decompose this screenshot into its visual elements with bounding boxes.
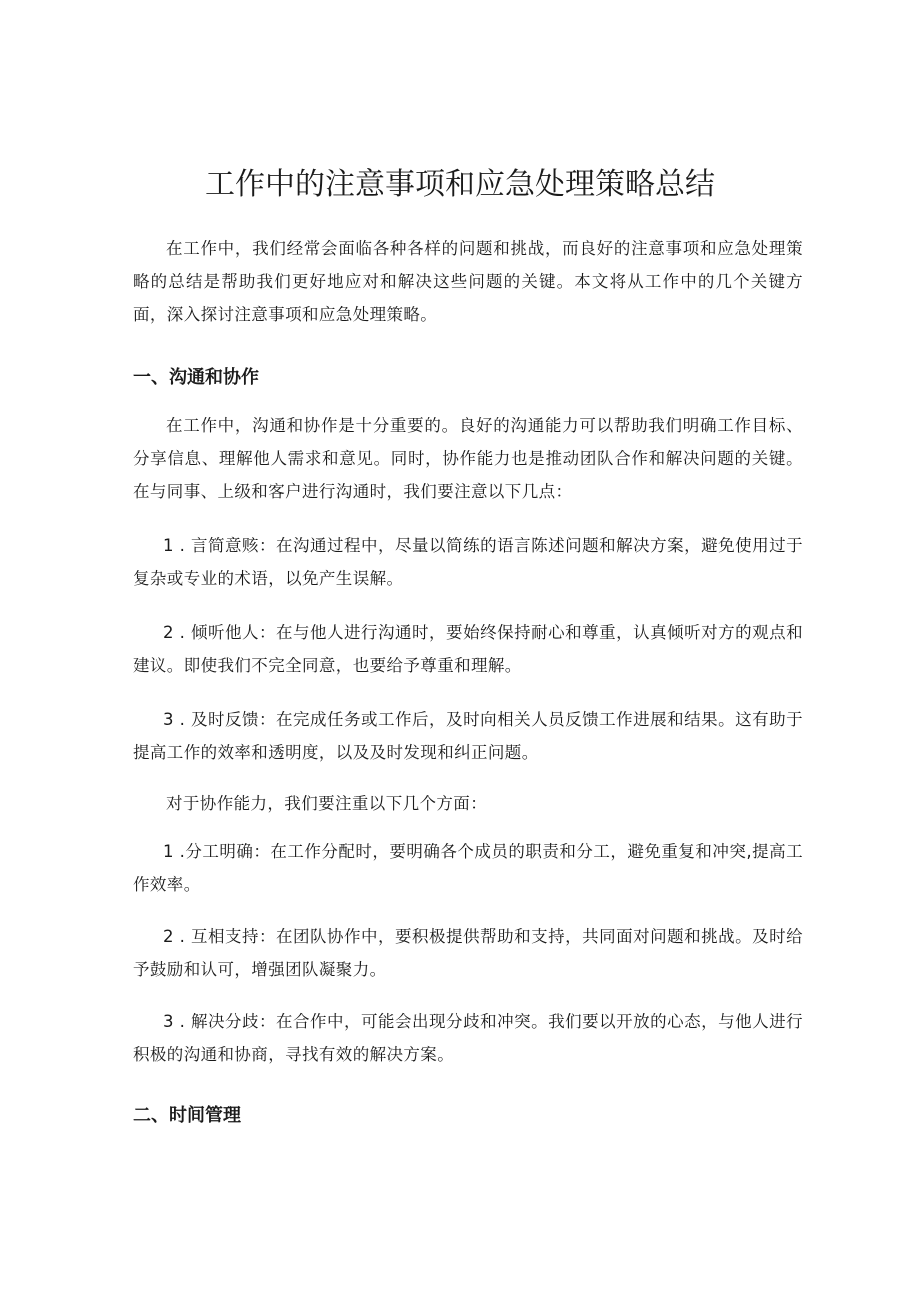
list-item-concise: 1 . 言简意赅：在沟通过程中，尽量以简练的语言陈述问题和解决方案，避免使用过于复杂或专业的术语，以免产生误解。 [133,536,803,588]
list-item-listen: 2 . 倾听他人：在与他人进行沟通时，要始终保持耐心和尊重，认真倾听对方的观点和建议。即使我们不完全同意，也要给予尊重和理解。 [133,623,803,675]
section-heading-communication: 一、沟通和协作 [133,367,259,388]
list-item-division: 1 .分工明确：在工作分配时，要明确各个成员的职责和分工，避免重复和冲突,提高工作效率。 [133,842,803,894]
collaboration-intro-paragraph: 对于协作能力，我们要注重以下几个方面： [166,794,488,813]
list-item-support: 2 . 互相支持：在团队协作中，要积极提供帮助和支持，共同面对问题和挑战。及时给予鼓励和认可，增强团队凝聚力。 [133,927,803,979]
section-heading-time-management: 二、时间管理 [133,1105,241,1126]
list-item-feedback: 3 . 及时反馈：在完成任务或工作后，及时向相关人员反馈工作进展和结果。这有助于提高工作的效率和透明度，以及及时发现和纠正问题。 [133,710,803,762]
intro-paragraph: 在工作中，我们经常会面临各种各样的问题和挑战，而良好的注意事项和应急处理策略的总结是帮助我们更好地应对和解决这些问题的关键。本文将从工作中的几个关键方面，深入探讨注意事项和应急处理策略。 [133,239,803,324]
communication-paragraph: 在工作中，沟通和协作是十分重要的。良好的沟通能力可以帮助我们明确工作目标、分享信息、理解他人需求和意见。同时，协作能力也是推动团队合作和解决问题的关键。在与同事、上级和客户进行沟通时，我们要注意以下几点： [133,416,803,501]
document-title: 工作中的注意事项和应急处理策略总结 [205,167,715,202]
list-item-resolve: 3 . 解决分歧：在合作中，可能会出现分歧和冲突。我们要以开放的心态，与他人进行积极的沟通和协商，寻找有效的解决方案。 [133,1012,803,1064]
